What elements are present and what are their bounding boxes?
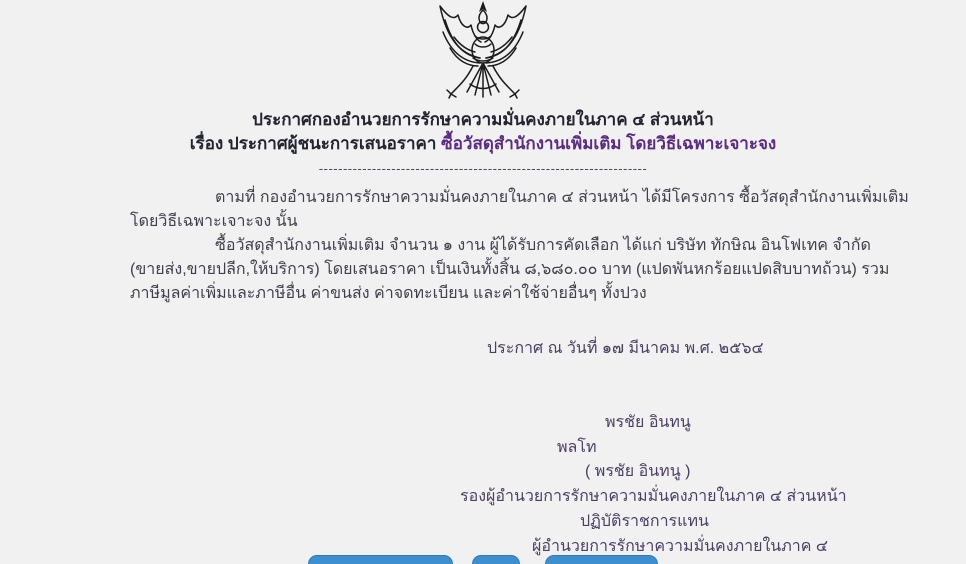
- dashed-divider: --------------------------------------------------------------------: [318, 161, 648, 176]
- announcement-date-line: ประกาศ ณ วันที่ ๑๗ มีนาคม พ.ศ. ๒๕๖๔: [487, 340, 764, 357]
- announcement-subject: [0, 133, 966, 155]
- body-line: โดยวิธีเฉพาะเจาะจง นั้น: [130, 213, 298, 230]
- body-line: ภาษีมูลค่าเพิ่มและภาษีอื่น ค่าขนส่ง ค่าจดทะเบียน และค่าใช้จ่ายอื่นๆ ทั้งปวง: [130, 285, 647, 302]
- footer-action-button-1[interactable]: [308, 555, 453, 564]
- signatory-acting-line: ปฏิบัติราชการแทน: [580, 513, 709, 530]
- announcement-body: [130, 186, 909, 306]
- body-line: ซื้อวัสดุสำนักงานเพิ่มเติม จำนวน ๑ งาน ผู้ได้รับการคัดเลือก ได้แก่ บริษัท ทักษิณ อินโฟเทค จำกัด: [215, 237, 871, 254]
- signatory-rank: พลโท: [557, 439, 597, 456]
- body-line: (ขายส่ง,ขายปลีก,ให้บริการ) โดยเสนอราคา เป็นเงินทั้งสิ้น ๘,๖๘๐.๐๐ บาท (แปดพันหกร้อยแปดสิบบาทถ้วน) รวม: [130, 261, 890, 278]
- signatory-name-parenthesized: ( พรชัย อินทนู ): [585, 463, 691, 480]
- subject-highlight: ซื้อวัสดุสำนักงานเพิ่มเติม โดยวิธีเฉพาะเจาะจง: [441, 134, 777, 153]
- body-line: ตามที่ กองอำนวยการรักษาความมั่นคงภายในภาค ๔ ส่วนหน้า ได้มีโครงการ ซื้อวัสดุสำนักงานเพิ่มเติม: [215, 189, 909, 206]
- subject-prefix: เรื่อง ประกาศผู้ชนะการเสนอราคา: [189, 134, 442, 153]
- footer-action-button-2[interactable]: [472, 555, 520, 564]
- footer-action-button-3[interactable]: [545, 555, 658, 564]
- announcement-title: ประกาศกองอำนวยการรักษาความมั่นคงภายในภาค ๔ ส่วนหน้า: [252, 110, 714, 129]
- signatory-name: พรชัย อินทนู: [605, 414, 691, 431]
- garuda-emblem-icon: [423, 0, 543, 106]
- signatory-position-line1: รองผู้อำนวยการรักษาความมั่นคงภายในภาค ๔ ส่วนหน้า: [460, 488, 847, 505]
- signatory-position-line2: ผู้อำนวยการรักษาความมั่นคงภายในภาค ๔: [532, 538, 829, 555]
